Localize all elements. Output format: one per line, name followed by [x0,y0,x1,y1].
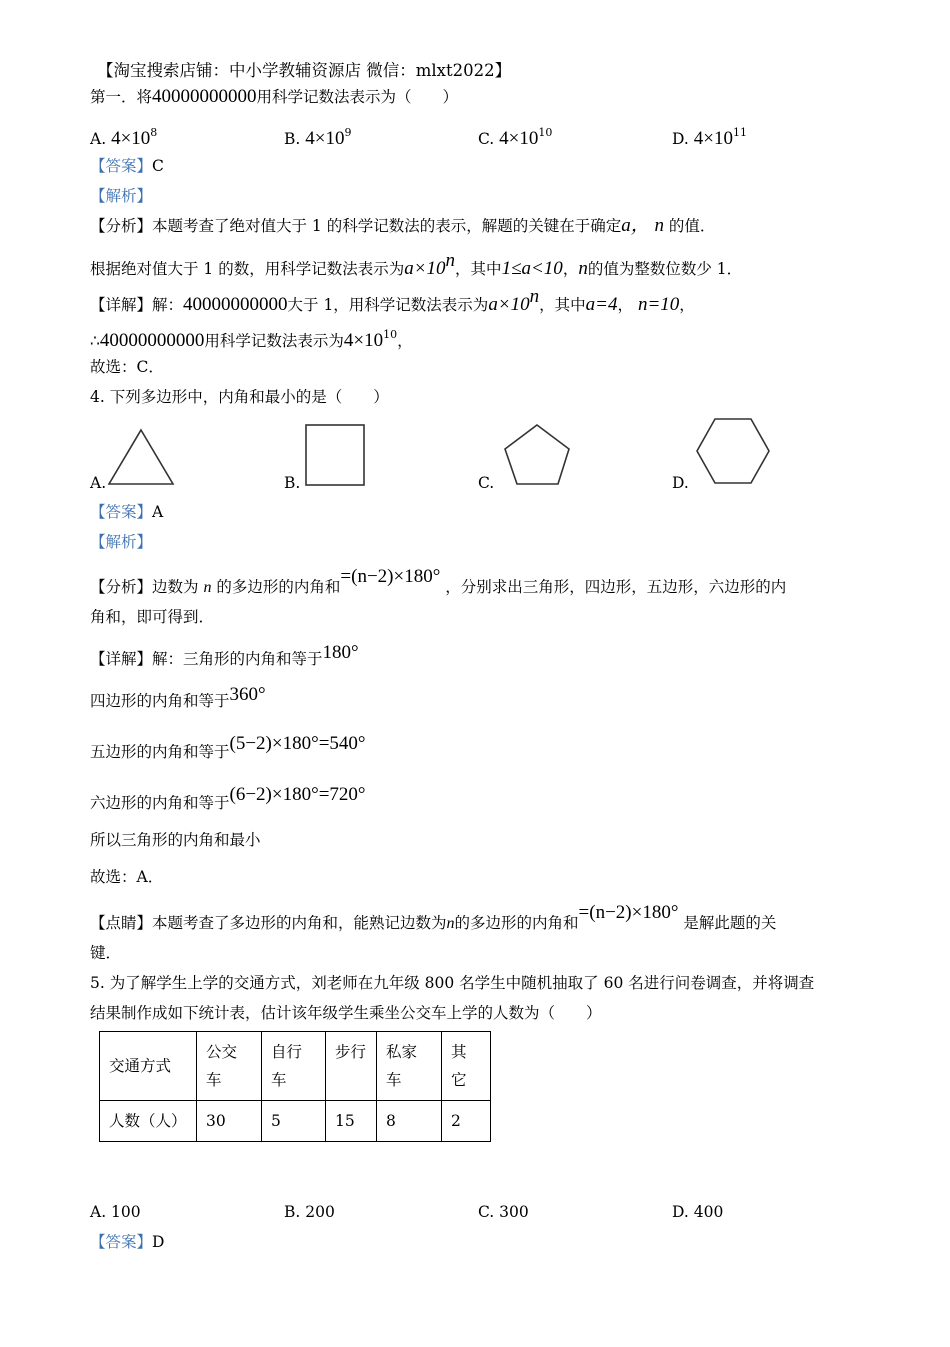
table-cell: 8 [377,1101,442,1142]
q4-detail-hexagon: 六边形的内角和等于(6−2)×180°=720° [90,784,366,812]
table-row [100,1032,491,1101]
q4-option-b[interactable]: B. [284,474,301,492]
square-icon [303,422,367,488]
table-cell: 2 [442,1101,491,1142]
table-cell: 15 [326,1101,377,1142]
q5-answer: 【答案】D [90,1233,165,1251]
q4-dianjing: 【点睛】本题考查了多边形的内角和，能熟记边数为n的多边形的内角和=(n−2)×180° 是解此题的关 [90,902,777,932]
q3-rule: 根据绝对值大于 1 的数，用科学记数法表示为$a\times 10^n$，其中1≤a<10，n的值为整数位数少 1． [90,250,743,279]
q3-answer: 【答案】C [90,157,164,175]
q4-choose: 故选：A． [90,868,164,886]
q3-option-a[interactable]: A. $4\times 10^8$ [90,126,158,149]
q5-stem-line2: 结果制作成如下统计表，估计该年级学生乘坐公交车上学的人数为（ ） [90,1004,602,1022]
transport-stats-table [99,1031,491,1142]
q3-fenxi: 【分析】本题考查了绝对值大于 1 的科学记数法的表示，解题的关键在于确定a， n 的值． [90,215,716,236]
q4-dianjing-cont: 键． [90,944,122,962]
q4-fenxi: 【分析】边数为 n 的多边形的内角和=(n−2)×180° ，分别求出三角形，四边形，五边形，六边形的内 [90,566,787,596]
q4-fenxi-cont: 角和，即可得到． [90,608,215,626]
table-header-cell: 私家车 [377,1032,442,1101]
q4-stem: 4. 下列多边形中，内角和最小的是（ ） [90,388,389,406]
hexagon-icon [693,415,773,487]
q4-detail-pentagon: 五边形的内角和等于(5−2)×180°=540° [90,733,366,761]
table-row [100,1101,491,1142]
table-cell: 30 [197,1101,262,1142]
q3-stem: 第一．将40000000000用科学记数法表示为（ ） [90,86,459,107]
q3-choose: 故选：C． [90,358,164,376]
q4-option-c[interactable]: C. [478,474,495,492]
table-header-cell: 交通方式 [100,1032,197,1101]
table-header-cell: 公交车 [197,1032,262,1101]
q4-detail-conclusion: 所以三角形的内角和最小 [90,831,261,849]
q4-answer: 【答案】A [90,503,164,521]
table-header-cell: 其它 [442,1032,491,1101]
q4-detail-triangle: 【详解】解：三角形的内角和等于180° [90,642,359,668]
q4-option-d[interactable]: D. [672,474,689,492]
q3-option-d[interactable]: D. $4\times 10^{11}$ [672,126,747,149]
q3-option-c[interactable]: C. $4\times 10^{10}$ [478,126,553,149]
q5-option-a[interactable]: A. 100 [90,1203,141,1221]
pentagon-icon [502,422,574,488]
q3-analysis-label: 【解析】 [90,187,153,205]
table-header-cell: 步行 [326,1032,377,1101]
q5-option-d[interactable]: D. 400 [672,1203,724,1221]
q5-option-c[interactable]: C. 300 [478,1203,529,1221]
q4-option-a[interactable]: A. [90,474,107,492]
q3-detail: 【详解】解：40000000000大于 1，用科学记数法表示为$a\times 10^n$，其中a=4， n=10， [90,286,695,315]
triangle-icon [106,426,176,488]
q5-option-b[interactable]: B. 200 [284,1203,335,1221]
q5-stem-line1: 5. 为了解学生上学的交通方式，刘老师在九年级 800 名学生中随机抽取了 60 名进行问卷调查，并将调查 [90,974,815,992]
q4-analysis-label: 【解析】 [90,533,153,551]
q4-detail-quadrilateral: 四边形的内角和等于360° [90,684,266,710]
q3-therefore: ∴40000000000用科学记数法表示为$4\times 10^{10}$， [90,328,413,351]
table-header-cell: 自行车 [262,1032,326,1101]
page-header: 【淘宝搜索店铺：中小学教辅资源店 微信：mlxt2022】 [97,61,512,80]
table-cell: 5 [262,1101,326,1142]
table-row-label: 人数（人） [100,1101,197,1142]
q3-option-b[interactable]: B. $4\times 10^9$ [284,126,352,149]
